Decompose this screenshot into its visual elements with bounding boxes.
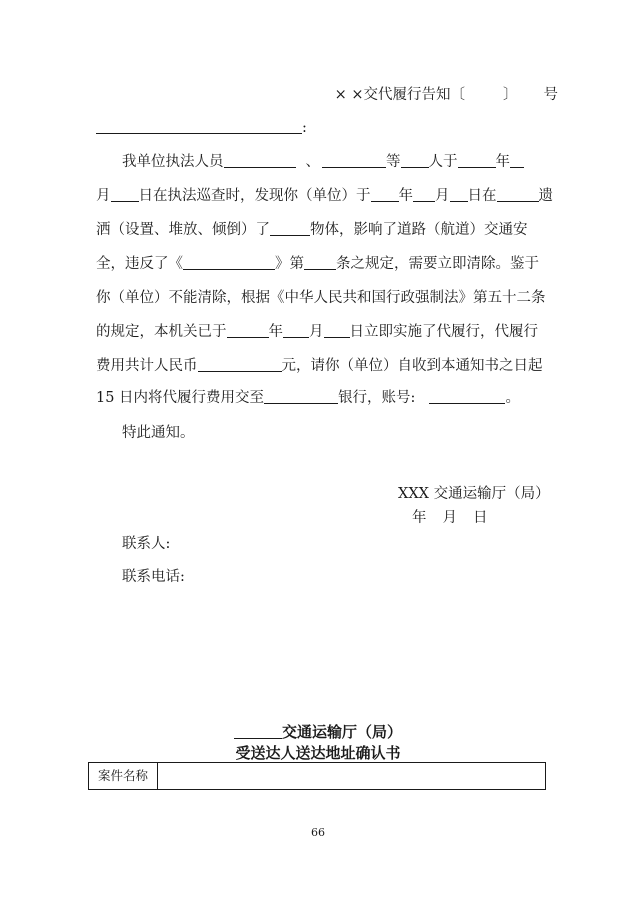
execution-year-blank[interactable] [227, 323, 269, 338]
notice-line-8: 15 日内将代履行费用交至 银行，账号: 。 [96, 390, 520, 406]
execution-month-blank[interactable] [283, 323, 309, 338]
doc-number-bracket-close: 〕 [503, 87, 518, 103]
notice-line-7: 费用共计人民币 元，请你（单位）自收到本通知书之日起 [96, 358, 543, 374]
doc-number-suffix: 号 [543, 87, 558, 103]
contact-phone-label: 联系电话: [122, 569, 185, 585]
recipient-blank[interactable] [96, 119, 302, 134]
regulation-name-blank[interactable] [183, 255, 275, 270]
patrol-year-blank[interactable] [458, 153, 496, 168]
form-org-blank[interactable] [234, 724, 282, 739]
found-day-blank[interactable] [450, 187, 468, 202]
contact-person-label: 联系人: [122, 536, 171, 552]
fee-amount-blank[interactable] [198, 357, 282, 372]
recipient-colon: : [302, 120, 307, 136]
officer-count-blank[interactable] [401, 153, 429, 168]
found-month-blank[interactable] [413, 187, 435, 202]
notice-line-1: 我单位执法人员 、 等 人于 年 [122, 152, 524, 172]
bank-name-blank[interactable] [264, 389, 338, 404]
document-number [335, 85, 558, 105]
found-year-blank[interactable] [371, 187, 399, 202]
officer-2-blank[interactable] [322, 153, 386, 168]
case-name-field[interactable] [158, 763, 545, 789]
form-title: 受送达人送达地址确认书 [235, 744, 401, 762]
object-blank[interactable] [270, 221, 310, 236]
notice-line-5: 你（单位）不能清除，根据《中华人民共和国行政强制法》第五十二条 [96, 290, 546, 306]
account-number-blank[interactable] [429, 389, 505, 404]
closing-text: 特此通知。 [122, 425, 195, 441]
signature-organization: XXX 交通运输厅（局） [398, 486, 550, 502]
execution-day-blank[interactable] [324, 323, 350, 338]
form-title-organization: 交通运输厅（局） [0, 721, 636, 742]
signature-date: 年 月 日 [412, 510, 488, 526]
location-blank[interactable] [497, 187, 539, 202]
address-confirmation-table [88, 762, 546, 790]
notice-line-4: 全，违反了《 》第 条之规定，需要立即清除。鉴于 [96, 256, 539, 272]
patrol-month-blank[interactable] [510, 153, 524, 168]
recipient-line [96, 118, 307, 138]
case-name-label: 案件名称 [89, 763, 158, 789]
patrol-day-blank[interactable] [111, 187, 139, 202]
article-number-blank[interactable] [304, 255, 336, 270]
notice-line-2: 月 日在执法巡查时，发现你（单位）于 年 月 日在 遗 [96, 188, 553, 204]
page-number: 66 [311, 826, 325, 839]
doc-number-prefix: × ×交代履行告知〔 [334, 87, 465, 103]
officer-1-blank[interactable] [224, 153, 296, 168]
notice-line-3: 洒（设置、堆放、倾倒）了 物体，影响了道路（航道）交通安 [96, 222, 528, 238]
notice-line-6: 的规定，本机关已于 年 月 日立即实施了代履行，代履行 [96, 324, 538, 340]
